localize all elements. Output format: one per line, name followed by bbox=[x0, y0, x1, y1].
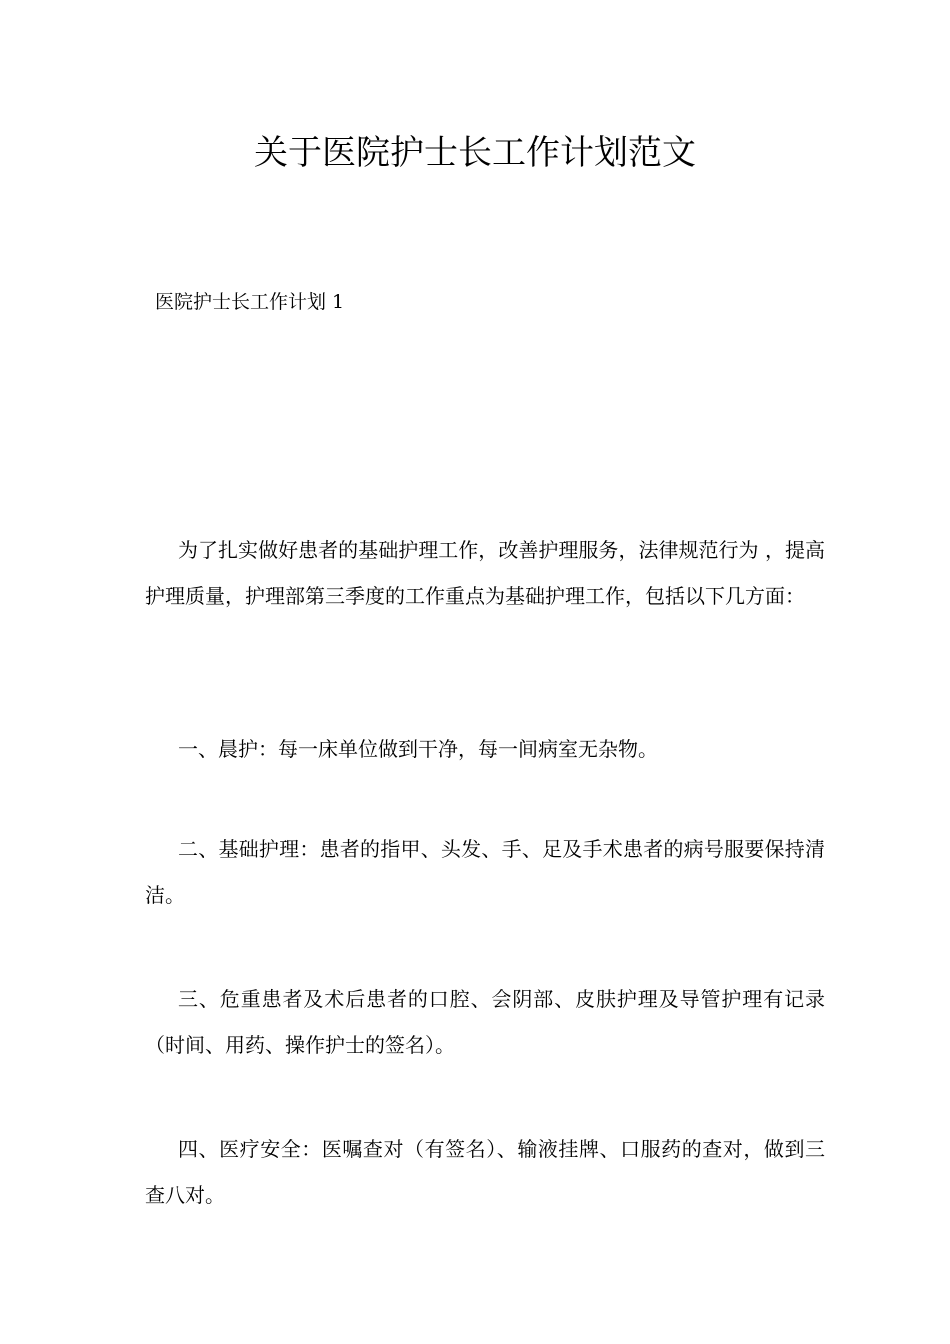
paragraph-item-2: 二、基础护理：患者的指甲、头发、手、足及手术患者的病号服要保持清洁。 bbox=[145, 837, 825, 907]
document-title: 关于医院护士长工作计划范文 bbox=[254, 133, 696, 173]
paragraph-item-4: 四、医疗安全：医嘱查对（有签名）、输液挂牌、口服药的查对，做到三查八对。 bbox=[145, 1137, 825, 1207]
section-heading: 医院护士长工作计划 1 bbox=[155, 291, 345, 313]
paragraph-intro: 为了扎实做好患者的基础护理工作，改善护理服务，法律规范行为 ，提高护理质量，护理部第三季度的工作重点为基础护理工作，包括以下几方面： bbox=[145, 538, 825, 608]
paragraph-item-1: 一、晨护：每一床单位做到干净，每一间病室无杂物。 bbox=[178, 737, 658, 761]
paragraph-item-3: 三、危重患者及术后患者的口腔、会阴部、皮肤护理及导管护理有记录（时间、用药、操作护士的签名）。 bbox=[145, 987, 825, 1057]
